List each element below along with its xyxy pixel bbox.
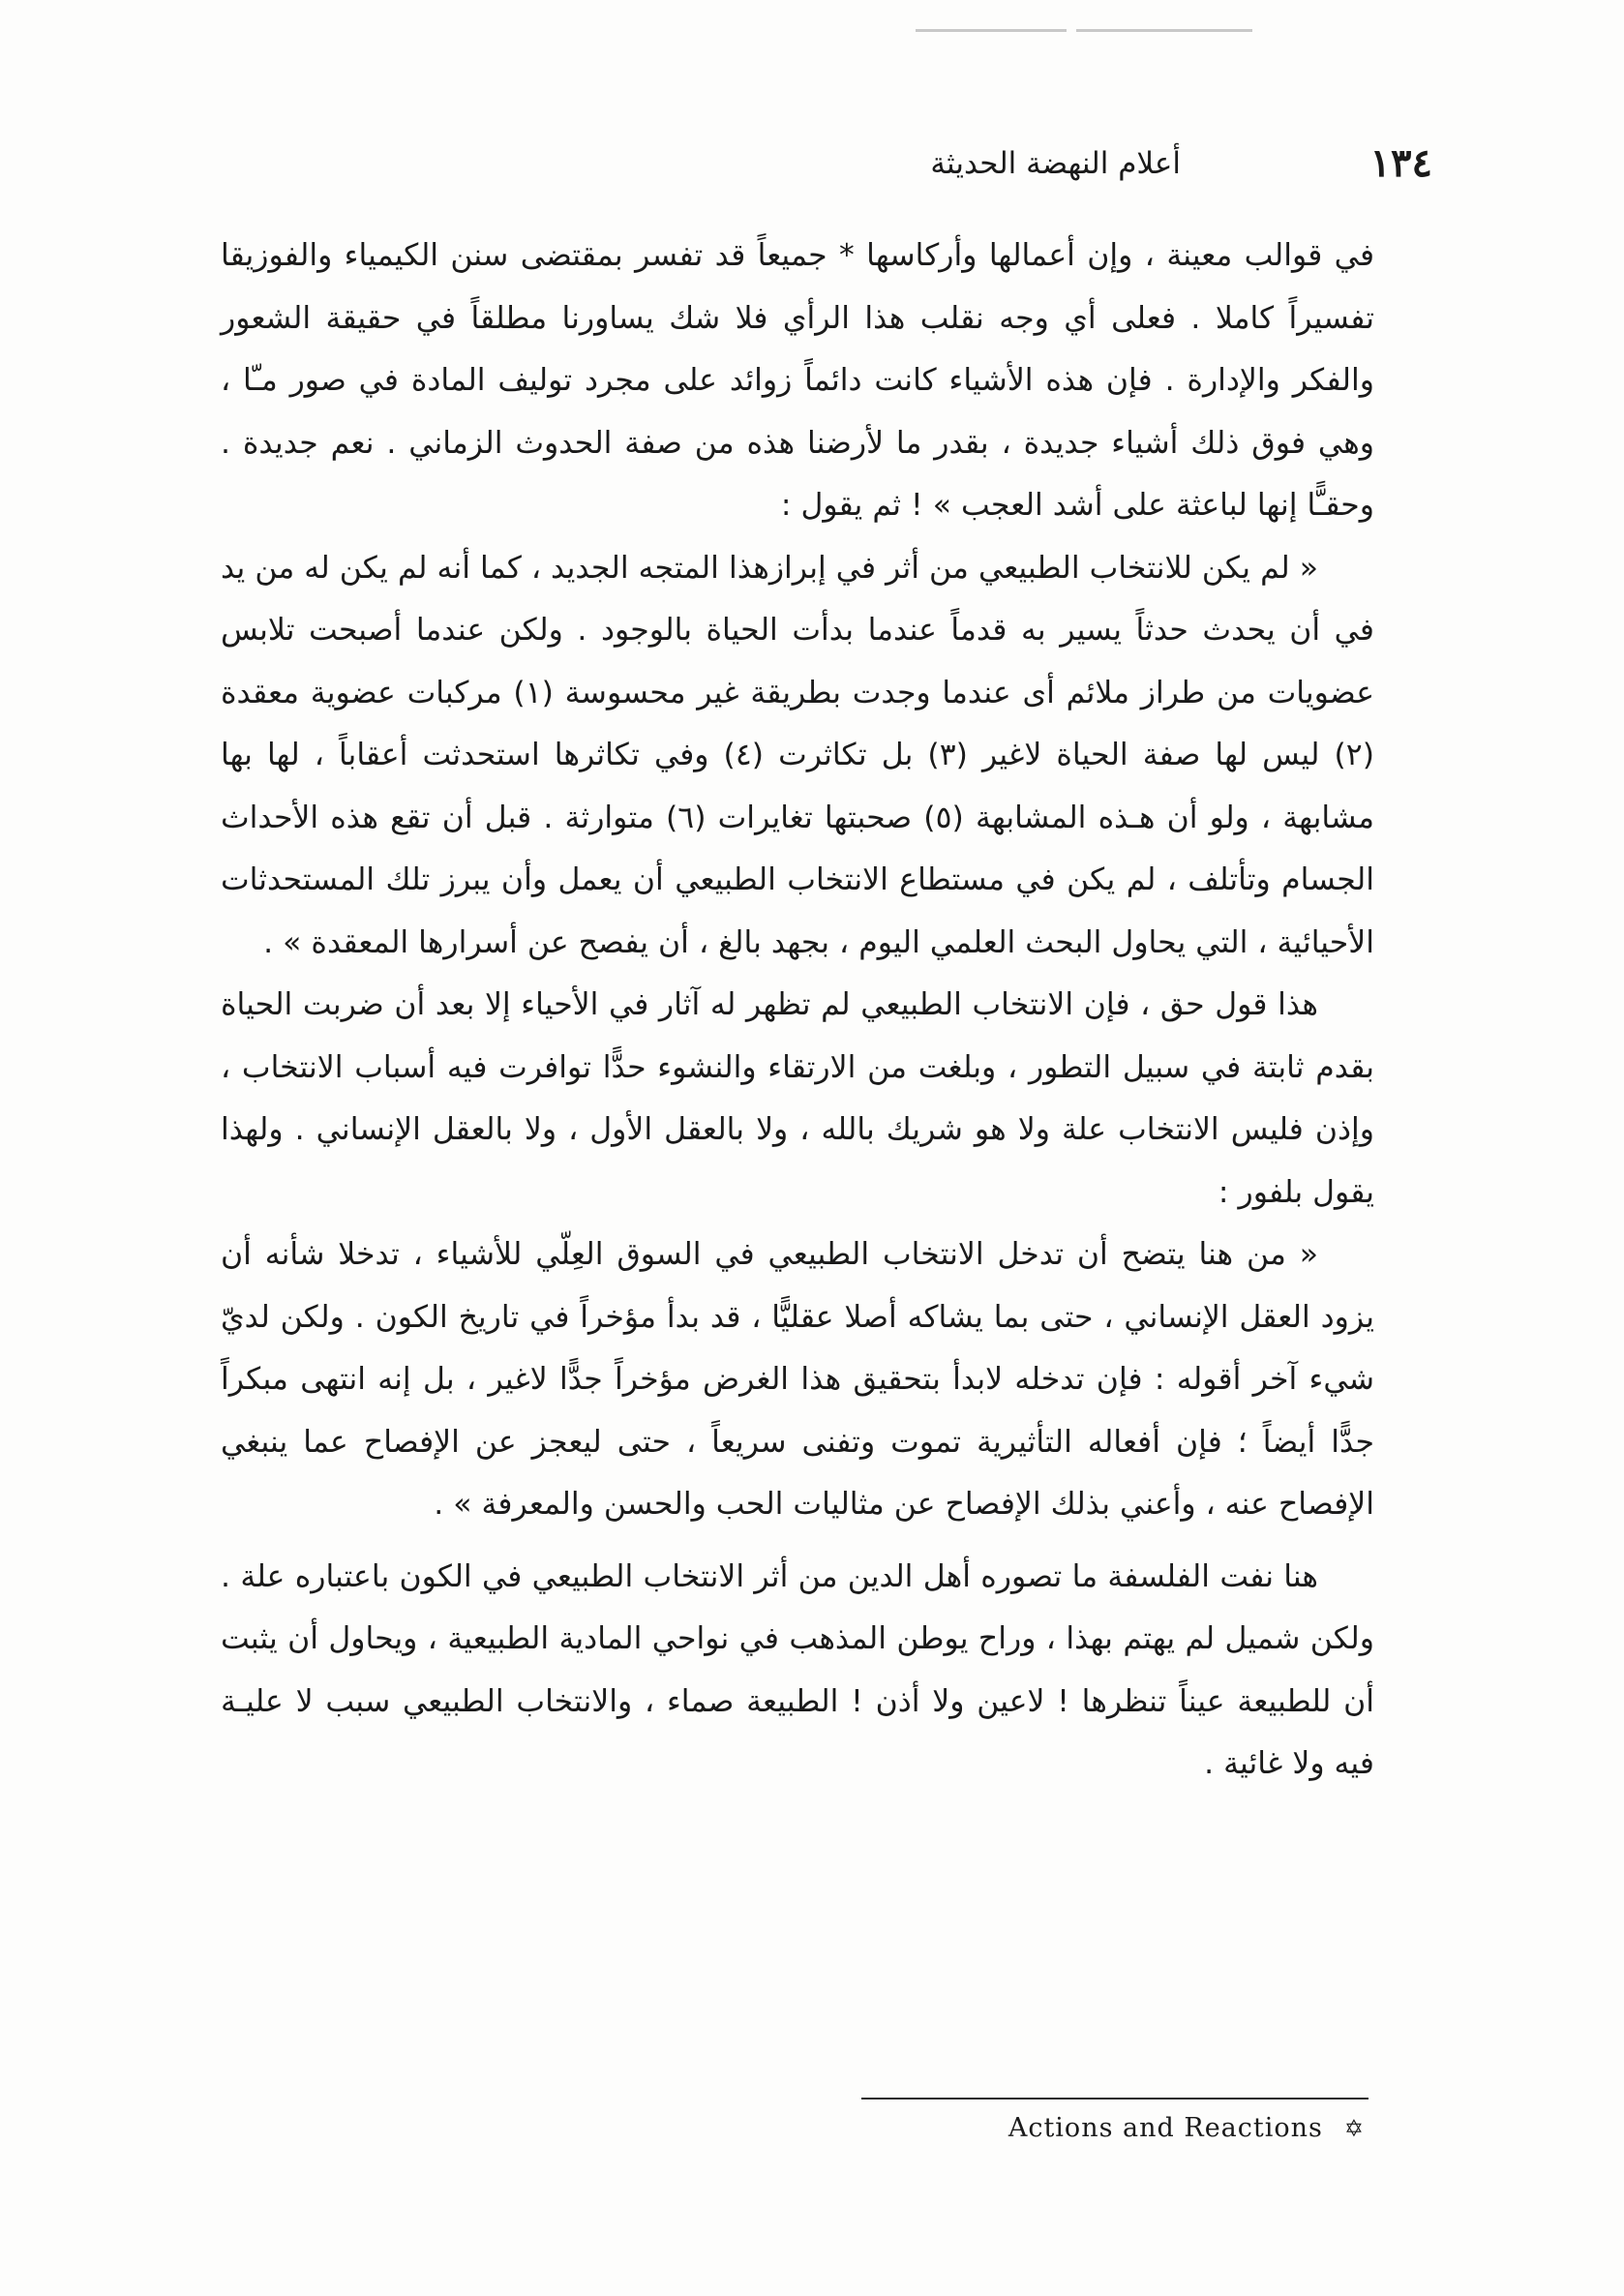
quote-paragraph: « من هنا يتضح أن تدخل الانتخاب الطبيعي في السوق العِلّي للأشياء ، تدخلا شأنه أن يزود العقل الإنساني ، حتى بما يشاكه أصلا عقليًّا ، قد بدأ مؤخراً في تاريخ الكون . ولكن لديّ شيء آخر أقوله : فإن تدخله لابدأ بتحقيق هذا الغرض مؤخراً جدًّا لاغير ، بل إنه انتهى مبكراً جدًّا أيضاً ؛ فإن أفعاله التأثيرية تموت وتفنى سريعاً ، حتى ليعجز عن الإفصاح عما ينبغي الإفصاح عنه ، وأعني بذلك الإفصاح عن مثاليات الحب والحسن والمعرفة » . bbox=[221, 1237, 1374, 1522]
top-edge-rule bbox=[916, 29, 1067, 32]
paragraph: هذا قول حق ، فإن الانتخاب الطبيعي لم تظهر له آثار في الأحياء إلا بعد أن ضربت الحياة بقدم ثابتة في سبيل التطور ، وبلغت من الارتقاء والنشوء حدًّا توافرت فيه أسباب الانتخاب ، وإذن فليس الانتخاب علة ولا هو شريك بالله ، ولا بالعقل الأول ، ولا بالعقل الإنساني . ولهذا يقول بلفور : bbox=[221, 987, 1374, 1210]
page-number: ١٣٤ bbox=[1369, 140, 1432, 186]
page-header bbox=[619, 140, 1432, 198]
footnote bbox=[871, 2113, 1365, 2143]
body-text bbox=[221, 225, 1374, 1796]
footnote-rule bbox=[861, 2098, 1368, 2100]
footnote-text: Actions and Reactions bbox=[1007, 2113, 1323, 2143]
quote-paragraph: « لم يكن للانتخاب الطبيعي من أثر في إبرازهذا المتجه الجديد ، كما أنه لم يكن له من يد في أن يحدث حدثاً يسير به قدماً عندما بدأت الحياة بالوجود . ولكن عندما أصبحت تلابس عضويات من طراز ملائم أى عندما وجدت بطريقة غير محسوسة (١) مركبات عضوية معقدة (٢) ليس لها صفة الحياة لاغير (٣) بل تكاثرت (٤) وفي تكاثرها استحدثت أعقاباً ، لها بها مشابهة ، ولو أن هـذه المشابهة (٥) صحبتها تغايرات (٦) متوارثة . قبل أن تقع هذه الأحداث الجسام وتأتلف ، لم يكن في مستطاع الانتخاب الطبيعي أن يعمل وأن يبرز تلك المستحدثات الأحيائية ، التي يحاول البحث العلمي اليوم ، بجهد بالغ ، أن يفصح عن أسرارها المعقدة » . bbox=[221, 550, 1375, 960]
paragraph: هنا نفت الفلسفة ما تصوره أهل الدين من أثر الانتخاب الطبيعي في الكون باعتباره علة . ولكن شميل لم يهتم بهذا ، وراح يوطن المذهب في نواحي المادية الطبيعية ، ويحاول أن يثبت أن للطبيعة عيناً تنظرها ! لاعين ولا أذن ! الطبيعة صماء ، والانتخاب الطبيعي سبب لا عليـة فيه ولا غائية . bbox=[221, 1558, 1374, 1781]
top-edge-rule bbox=[1076, 29, 1252, 32]
footnote-marker-icon: ✡ bbox=[1343, 2115, 1365, 2142]
running-title: أعلام النهضة الحديثة bbox=[930, 146, 1181, 181]
paragraph: في قوالب معينة ، وإن أعمالها وأركاسها * جميعاً قد تفسر بمقتضى سنن الكيمياء والفوزيقا تفسيراً كاملا . فعلى أي وجه نقلب هذا الرأي فلا شك يساورنا مطلقاً في حقيقة الشعور والفكر والإدارة . فإن هذه الأشياء كانت دائماً زوائد على مجرد توليف المادة في صور مـّا ، وهي فوق ذلك أشياء جديدة ، بقدر ما لأرضنا هذه من صفة الحدوث الزماني . نعم جديدة . وحقـًّا إنها لباعثة على أشد العجب » ! ثم يقول : bbox=[221, 238, 1374, 523]
